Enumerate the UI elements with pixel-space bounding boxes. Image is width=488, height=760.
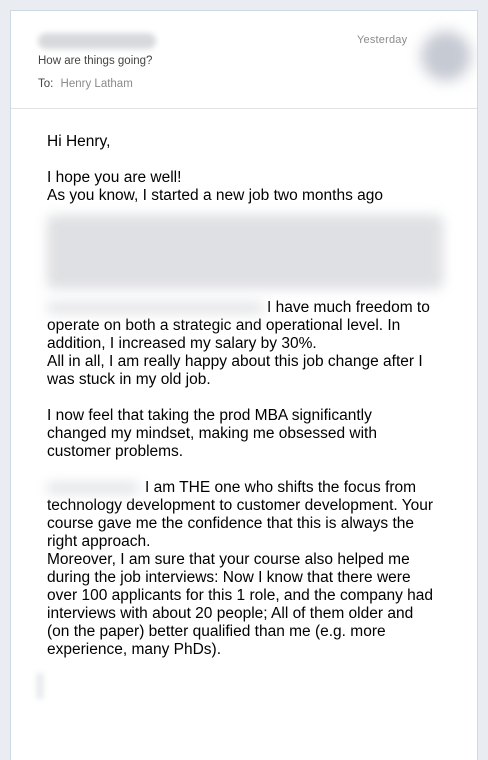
body-line-tail: I am THE one who shifts the focus from — [145, 479, 417, 496]
paragraph-2 — [47, 407, 457, 461]
body-line: technology development to customer development. Your — [47, 497, 434, 514]
recipient-row — [38, 78, 133, 90]
body-line: (on the paper) better qualified than me (e.g. more — [47, 623, 386, 640]
body-line: I hope you are well! — [47, 169, 182, 186]
email-window — [10, 10, 478, 760]
to-label: To: — [38, 78, 54, 90]
body-line: operate on both a strategic and operational level. In — [47, 317, 401, 334]
paragraph-3 — [47, 479, 457, 659]
body-line: over 100 applicants for this 1 role, and the company had — [47, 587, 434, 604]
body-line: interviews with about 20 people; All of them older and — [47, 605, 414, 622]
body-line: Moreover, I am sure that your course also helped me — [47, 551, 410, 568]
email-body — [47, 133, 457, 677]
sender-avatar[interactable] — [421, 31, 471, 81]
body-line: experience, many PhDs). — [47, 641, 222, 658]
email-date: Yesterday — [357, 34, 408, 46]
redacted-block — [47, 215, 443, 289]
body-line: during the job interviews: Now I know that there were — [47, 569, 411, 586]
body-line: As you know, I started a new job two months ago — [47, 187, 384, 204]
body-line — [47, 299, 457, 317]
greeting: Hi Henry, — [47, 133, 111, 150]
body-line: course gave me the confidence that this is always the — [47, 515, 415, 532]
body-line: right approach. — [47, 533, 151, 550]
redacted-fragment — [37, 673, 43, 699]
body-line — [47, 479, 457, 497]
redacted-inline — [47, 483, 139, 493]
sender-name-redacted[interactable] — [38, 33, 156, 49]
body-line: All in all, I am really happy about this job change after I — [47, 353, 423, 370]
greeting-paragraph — [47, 133, 457, 151]
body-line: I now feel that taking the prod MBA significantly — [47, 407, 372, 424]
email-header — [11, 11, 477, 109]
body-line: was stuck in my old job. — [47, 371, 211, 388]
paragraph-1 — [47, 169, 457, 389]
body-line: addition, I increased my salary by 30%. — [47, 335, 317, 352]
recipient-name[interactable]: Henry Latham — [60, 78, 133, 90]
body-line-tail: I have much freedom to — [267, 299, 430, 316]
body-line: customer problems. — [47, 443, 184, 460]
email-subject: How are things going? — [38, 55, 153, 67]
body-line: changed my mindset, making me obsessed with — [47, 425, 377, 442]
redacted-inline — [47, 303, 263, 313]
